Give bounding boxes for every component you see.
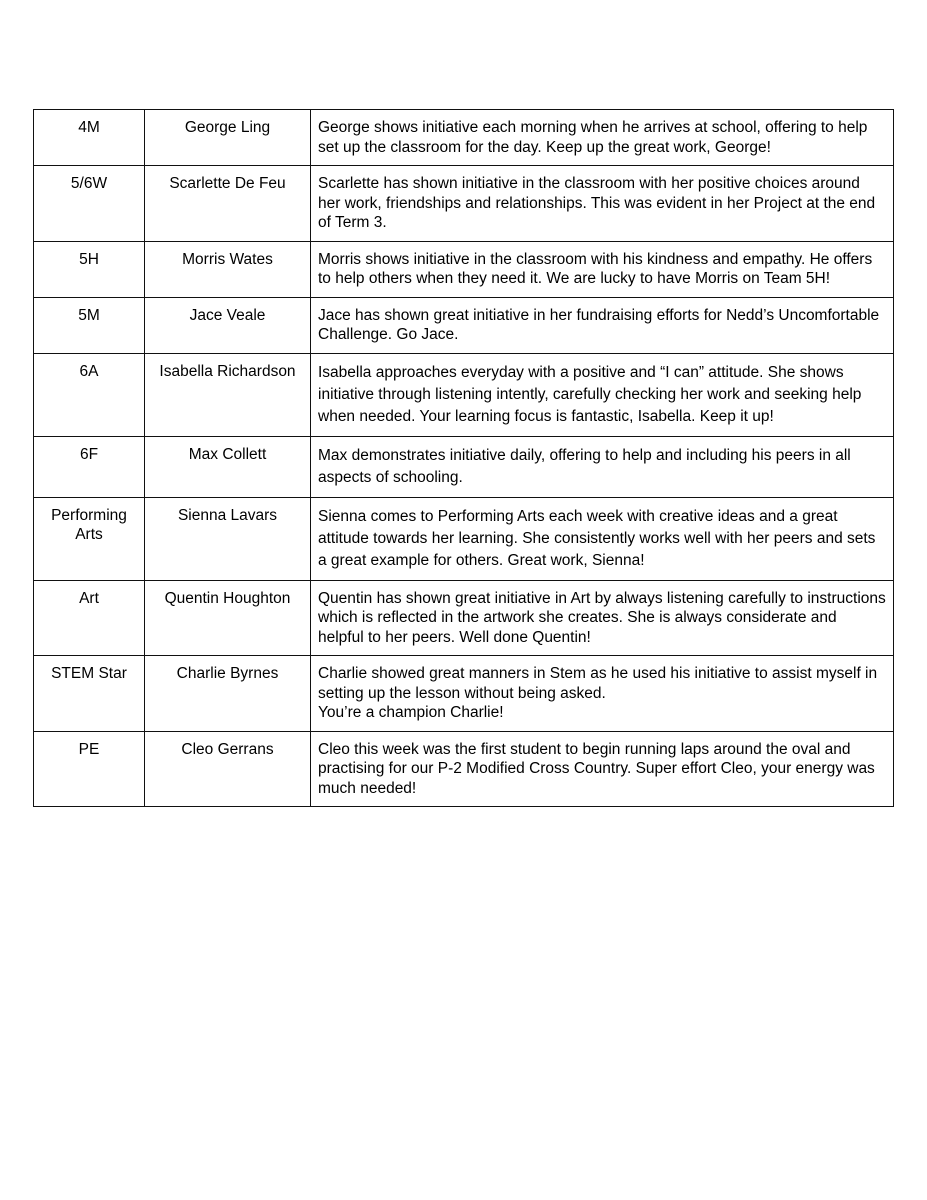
student-name-cell: Jace Veale	[145, 297, 311, 353]
class-cell: 5M	[34, 297, 145, 353]
description-cell	[311, 166, 894, 242]
description-cell	[311, 497, 894, 580]
description-text: Cleo this week was the first student to begin running laps around the oval and practising for our P-2 Modified Cross Country. Super effort Cleo, your energy was much needed!	[318, 740, 875, 797]
description-cell	[311, 731, 894, 807]
student-name-cell: Sienna Lavars	[145, 497, 311, 580]
description-cell	[311, 580, 894, 656]
table-row	[34, 497, 894, 580]
student-name-cell: Cleo Gerrans	[145, 731, 311, 807]
table-row	[34, 353, 894, 436]
awards-table	[33, 109, 894, 807]
table-row	[34, 656, 894, 732]
description-text: Scarlette has shown initiative in the classroom with her positive choices around her work, friendships and relationships. This was evident in her Project at the end of Term 3.	[318, 175, 876, 231]
table-row	[34, 731, 894, 807]
description-text: Max demonstrates initiative daily, offering to help and including his peers in all aspects of schooling.	[318, 446, 851, 486]
table-row	[34, 580, 894, 656]
description-cell	[311, 353, 894, 436]
description-cell	[311, 656, 894, 732]
table-row	[34, 110, 894, 166]
description-text: Charlie showed great manners in Stem as he used his initiative to assist myself in setting up the lesson without being asked. You’re a champion Charlie!	[318, 665, 878, 721]
description-text: Morris shows initiative in the classroom with his kindness and empathy. He offers to help others when they need it. We are lucky to have Morris on Team 5H!	[318, 250, 873, 287]
description-cell	[311, 241, 894, 297]
table-row	[34, 241, 894, 297]
table-row	[34, 166, 894, 242]
description-cell	[311, 110, 894, 166]
class-cell: 5/6W	[34, 166, 145, 242]
description-cell	[311, 297, 894, 353]
description-cell	[311, 436, 894, 497]
class-cell: Performing Arts	[34, 497, 145, 580]
description-text: Quentin has shown great initiative in Art by always listening carefully to instructions which is reflected in the artwork she creates. She is always considerate and helpful to her peers. Well done Quentin!	[318, 589, 886, 646]
description-text: Sienna comes to Performing Arts each week with creative ideas and a great attitude towards her learning. She consistently works well with her peers and sets a great example for others. Great work, Sienna!	[318, 507, 876, 569]
student-name-cell: George Ling	[145, 110, 311, 166]
class-cell: STEM Star	[34, 656, 145, 732]
student-name-cell: Scarlette De Feu	[145, 166, 311, 242]
class-cell: 6A	[34, 353, 145, 436]
class-cell: 6F	[34, 436, 145, 497]
student-name-cell: Morris Wates	[145, 241, 311, 297]
class-cell: Art	[34, 580, 145, 656]
description-text: Isabella approaches everyday with a positive and “I can” attitude. She shows initiative through listening intently, carefully checking her work and seeking help when needed. Your learning focus is fantastic, Isabella. Keep it up!	[318, 363, 862, 425]
description-text: George shows initiative each morning when he arrives at school, offering to help set up the classroom for the day. Keep up the great work, George!	[318, 119, 868, 156]
table-row	[34, 436, 894, 497]
student-name-cell: Quentin Houghton	[145, 580, 311, 656]
student-name-cell: Max Collett	[145, 436, 311, 497]
description-text: Jace has shown great initiative in her fundraising efforts for Nedd’s Uncomfortable Challenge. Go Jace.	[318, 306, 880, 343]
student-name-cell: Charlie Byrnes	[145, 656, 311, 732]
student-name-cell: Isabella Richardson	[145, 353, 311, 436]
table-row	[34, 297, 894, 353]
class-cell: 4M	[34, 110, 145, 166]
class-cell: 5H	[34, 241, 145, 297]
class-cell: PE	[34, 731, 145, 807]
